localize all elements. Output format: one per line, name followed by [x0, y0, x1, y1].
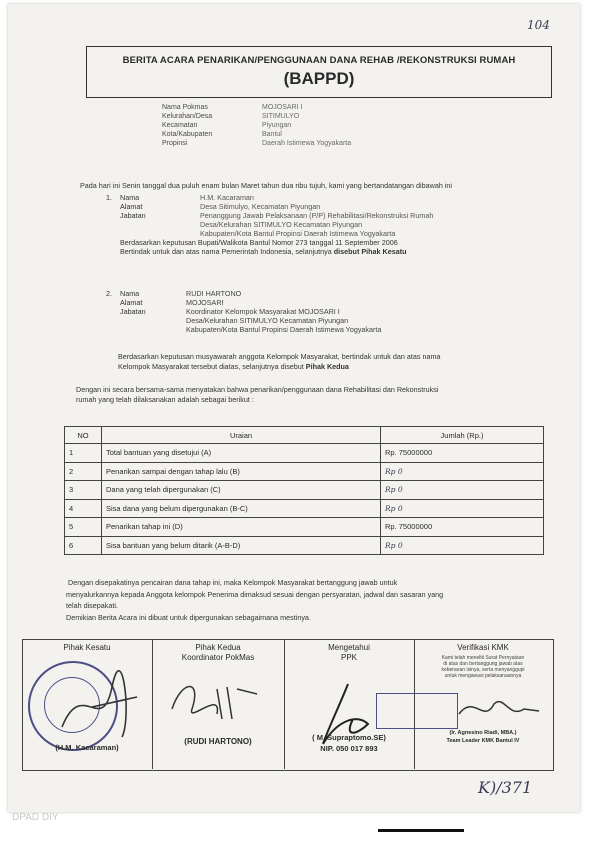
- closing-line: menyalurkannya kepada Anggota kelompok Penerima dimaksud sesuai dengan persyaratan, jadwal dan sasaran yang: [66, 590, 444, 599]
- info-values: [262, 103, 351, 148]
- sig-title: Mengetahui: [328, 643, 370, 652]
- row-jumlah: Rp 0: [381, 499, 544, 518]
- party1-acting: [120, 247, 406, 256]
- signature-col-4: [414, 639, 552, 769]
- table-row: [65, 536, 544, 555]
- label-name: Nama: [120, 289, 140, 298]
- statement-line: Dengan ini secara bersama-sama menyatakan bahwa penarikan/penggunaan dana Rehabilitasi dan Rekonstruksi: [76, 385, 439, 394]
- row-no: 3: [65, 481, 102, 500]
- party1-name: H.M. Kacaraman: [200, 193, 254, 202]
- label-address: Alamat: [120, 298, 143, 307]
- party1-position-line: Desa/Kelurahan SITIMULYO Kecamatan Piyungan: [200, 220, 363, 229]
- row-jumlah: Rp 0: [381, 462, 544, 481]
- info-label: Nama Pokmas: [162, 104, 208, 111]
- table-header-row: [65, 427, 544, 444]
- row-jumlah: Rp. 75000000: [381, 444, 544, 463]
- row-uraian: Penarikan tahap ini (D): [102, 518, 381, 537]
- verification-text: [414, 655, 552, 679]
- row-no: 4: [65, 499, 102, 518]
- sig-nip: NIP. 050 017 893: [320, 744, 378, 753]
- verification-line: di atas dan bertanggung jawab atas: [443, 661, 523, 667]
- row-uraian: Sisa bantuan yang belum ditarik (A-B-D): [102, 536, 381, 555]
- info-labels: [162, 103, 212, 148]
- table-row: [65, 518, 544, 537]
- party1-address: Desa Sitimulyo, Kecamatan Piyungan: [200, 202, 321, 211]
- party1-acting-text: Bertindak untuk dan atas nama Pemerintah Indonesia, selanjutnya: [120, 247, 332, 256]
- header-uraian: Uraian: [102, 427, 381, 444]
- party2-position-line: Koordinator Kelompok Masyarakat MOJOSARI I: [186, 307, 340, 316]
- table-row: [65, 444, 544, 463]
- closing-line: Demikian Berita Acara ini dibuat untuk dipergunakan sebagaimana mestinya.: [66, 613, 311, 622]
- title-box: [86, 46, 552, 98]
- table-row: [65, 481, 544, 500]
- verification-line: untuk mengawasi pelaksanaannya: [444, 673, 522, 679]
- info-value: MOJOSARI I: [262, 104, 303, 111]
- info-label: Kelurahan/Desa: [162, 113, 213, 120]
- row-jumlah: Rp 0: [381, 481, 544, 500]
- row-no: 2: [65, 462, 102, 481]
- row-uraian: Total bantuan yang disetujui (A): [102, 444, 381, 463]
- party2-position-line: Kabupaten/Kota Bantul Propinsi Daerah Istimewa Yogyakarta: [186, 325, 382, 334]
- sig-title: Pihak Kedua: [195, 643, 241, 652]
- sig-title: Pihak Kesatu: [63, 643, 111, 652]
- info-value: Daerah Istimewa Yogyakarta: [262, 140, 352, 147]
- header-jumlah: Jumlah (Rp.): [381, 427, 544, 444]
- sig-title: Verifikasi KMK: [457, 643, 509, 652]
- row-no: 5: [65, 518, 102, 537]
- party1-labels: [120, 193, 146, 220]
- sig-name: (H.M. Kacaraman): [55, 743, 119, 752]
- party1-acting-bold: disebut Pihak Kesatu: [333, 247, 407, 256]
- handwritten-reference: K)/371: [478, 778, 533, 797]
- party2-labels: [120, 289, 146, 316]
- party2-basis-bold: Pihak Kedua: [305, 362, 349, 371]
- intro-text: Pada hari ini Senin tanggal dua puluh enam bulan Maret tahun dua ribu tujuh, kami yang bertandatangan dibawah ini: [80, 181, 453, 190]
- party1-number: 1.: [106, 193, 112, 202]
- party2-basis-2: [118, 362, 349, 371]
- document-title: BERITA ACARA PENARIKAN/PENGGUNAAN DANA REHAB /REKONSTRUKSI RUMAH: [122, 55, 516, 66]
- row-uraian: Penarikan sampai dengan tahap lalu (B): [102, 462, 381, 481]
- verification-line: kebenaran isinya, serta menyanggupi: [441, 667, 525, 673]
- row-no: 1: [65, 444, 102, 463]
- watermark: DPAD DIY: [12, 812, 59, 823]
- header-no: NO: [65, 427, 102, 444]
- signature-col-1: [22, 639, 152, 769]
- signature-col-2: [152, 639, 284, 769]
- row-no: 6: [65, 536, 102, 555]
- sig-subtitle: PPK: [340, 653, 357, 662]
- info-label: Kecamatan: [162, 122, 198, 129]
- info-label: Propinsi: [162, 140, 188, 147]
- sig-subtitle: Koordinator PokMas: [181, 653, 255, 662]
- label-name: Nama: [120, 193, 140, 202]
- party1-position-line: Penanggung Jawab Pelaksanaan (P/P) Rehabilitasi/Rekonstruksi Rumah: [200, 211, 434, 220]
- label-position: Jabatan: [120, 211, 146, 220]
- sig-name: (Ir. Agnesino Riadi, MBA.): [449, 730, 517, 736]
- bottom-bar: [378, 829, 464, 832]
- signature-scribble: [454, 689, 544, 729]
- info-value: SITIMULYO: [262, 113, 300, 120]
- closing-line: Dengan disepakatinya pencairan dana tahap ini, maka Kelompok Masyarakat bertanggung jawab untuk: [68, 578, 398, 587]
- info-label: Kota/Kabupaten: [162, 131, 213, 138]
- row-jumlah: Rp. 75000000: [381, 518, 544, 537]
- label-position: Jabatan: [120, 307, 146, 316]
- handwritten-page-number: 104: [527, 18, 550, 32]
- statement-line: rumah yang telah dilaksanakan adalah sebagai berikut :: [76, 395, 254, 404]
- party2-position-line: Desa/Kelurahan SITIMULYO Kecamatan Piyungan: [186, 316, 349, 325]
- verification-line: Kami telah meneliti Surat Pernyataan: [441, 655, 525, 661]
- party1-position-line: Kabupaten/Kota Bantul Propinsi Daerah Istimewa Yogyakarta: [200, 229, 396, 238]
- party1-values: [200, 193, 433, 238]
- document-acronym: (BAPPD): [283, 69, 355, 88]
- funds-table: [64, 426, 544, 555]
- table-row: [65, 499, 544, 518]
- sig-name: ( M. Supraptomo.SE): [312, 733, 386, 742]
- info-value: Piyungan: [262, 122, 292, 129]
- info-value: Bantul: [262, 131, 282, 138]
- row-uraian: Dana yang telah dipergunakan (C): [102, 481, 381, 500]
- row-jumlah: Rp 0: [381, 536, 544, 555]
- sig-name: (RUDI HARTONO): [184, 737, 252, 746]
- label-address: Alamat: [120, 202, 143, 211]
- party2-values: [186, 289, 381, 334]
- row-uraian: Sisa dana yang belum dipergunakan (B-C): [102, 499, 381, 518]
- party2-number: 2.: [106, 289, 112, 298]
- rectangular-stamp: [376, 693, 458, 729]
- party2-basis-text: Kelompok Masyarakat tersebut diatas, selanjutnya disebut: [118, 362, 304, 371]
- signature-scribble: [162, 669, 272, 729]
- party2-basis-1: Berdasarkan keputusan musyawarah anggota Kelompok Masyarakat, bertindak untuk dan atas nama: [118, 352, 441, 361]
- party2-name: RUDI HARTONO: [186, 289, 242, 298]
- table-row: [65, 462, 544, 481]
- closing-line: telah disepakati.: [66, 601, 118, 610]
- party1-basis: Berdasarkan keputusan Bupati/Walikota Bantul Nomor 273 tanggal 11 September 2006: [120, 238, 398, 247]
- party2-address: MOJOSARI: [186, 298, 224, 307]
- signature-scribble: [52, 667, 142, 747]
- sig-role: Team Leader KMK Bantul IV: [446, 738, 520, 744]
